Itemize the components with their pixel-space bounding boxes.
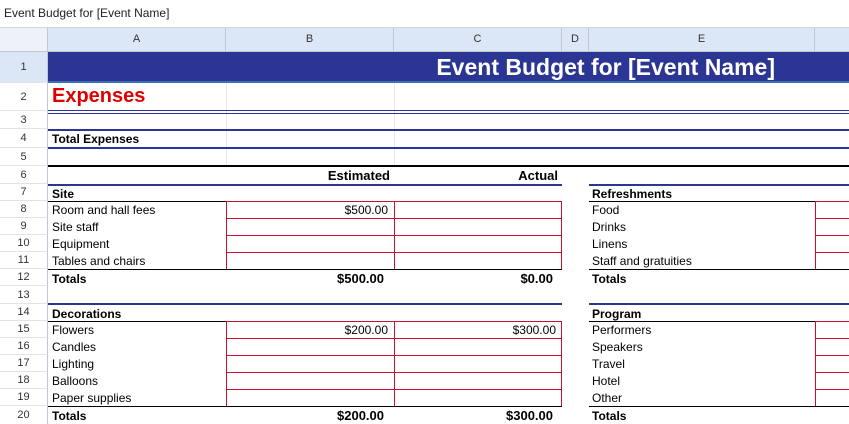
row-header-17[interactable]: 17 (0, 355, 48, 372)
row-header-1[interactable]: 1 (0, 52, 48, 83)
window-title: Event Budget for [Event Name] (4, 6, 170, 20)
cell-border (815, 201, 849, 202)
row-header-18[interactable]: 18 (0, 372, 48, 389)
column-header-d[interactable]: D (562, 28, 589, 52)
refreshments-heading: Refreshments (592, 187, 673, 201)
cell-border (561, 201, 562, 269)
row-header-20[interactable]: 20 (0, 406, 48, 424)
divider (48, 406, 562, 407)
column-header-a[interactable]: A (48, 28, 226, 52)
decorations-totals-label: Totals (52, 409, 87, 423)
row-header-9[interactable]: 9 (0, 218, 48, 235)
row-header-13[interactable]: 13 (0, 286, 48, 304)
column-header-c[interactable]: C (394, 28, 562, 52)
window-title-bar (0, 0, 849, 28)
select-all-corner[interactable] (0, 28, 48, 52)
program-totals-label: Totals (592, 409, 627, 423)
decorations-item-actual[interactable]: $300.00 (512, 323, 556, 337)
row-header-6[interactable]: 6 (0, 166, 48, 184)
divider (589, 321, 849, 322)
refreshments-totals-label: Totals (592, 272, 627, 286)
row-header-3[interactable]: 3 (0, 111, 48, 129)
divider (48, 129, 849, 131)
cell-border (815, 252, 849, 253)
expenses-heading: Expenses (52, 85, 146, 107)
title-banner[interactable] (48, 52, 849, 83)
decorations-item-label[interactable]: Candles (52, 340, 97, 354)
cell-border (815, 218, 849, 219)
decorations-item-label[interactable]: Flowers (52, 323, 95, 337)
divider (589, 269, 849, 270)
divider (589, 406, 849, 407)
site-totals-label: Totals (52, 272, 87, 286)
divider (589, 184, 849, 186)
decorations-totals-actual[interactable]: $300.00 (506, 408, 553, 423)
row-header-4[interactable]: 4 (0, 129, 48, 148)
site-item-label[interactable]: Room and hall fees (52, 203, 156, 217)
program-item-label[interactable]: Speakers (592, 340, 643, 354)
decorations-item-estimated[interactable]: $200.00 (344, 323, 388, 337)
program-item-label[interactable]: Hotel (592, 374, 621, 388)
row-header-5[interactable]: 5 (0, 148, 48, 166)
row-header-19[interactable]: 19 (0, 389, 48, 406)
site-item-label[interactable]: Tables and chairs (52, 254, 146, 268)
cell-border (815, 338, 849, 339)
refreshments-item-label[interactable]: Drinks (592, 220, 627, 234)
program-item-label[interactable]: Performers (592, 323, 652, 337)
row-header-11[interactable]: 11 (0, 252, 48, 269)
cell-border (815, 321, 849, 322)
site-totals-estimated[interactable]: $500.00 (337, 271, 384, 286)
row-header-10[interactable]: 10 (0, 235, 48, 252)
cell-border (815, 355, 849, 356)
column-header-e[interactable]: E (589, 28, 815, 52)
cell-border (815, 372, 849, 373)
site-totals-actual[interactable]: $0.00 (520, 271, 553, 286)
cell-border (561, 321, 562, 406)
row-header-8[interactable]: 8 (0, 201, 48, 218)
refreshments-item-label[interactable]: Food (592, 203, 620, 217)
divider (48, 184, 562, 186)
column-header-f[interactable] (815, 28, 849, 52)
decorations-item-label[interactable]: Lighting (52, 357, 95, 371)
decorations-heading: Decorations (52, 307, 122, 321)
divider (48, 269, 562, 270)
decorations-totals-estimated[interactable]: $200.00 (337, 408, 384, 423)
program-heading: Program (592, 307, 642, 321)
decorations-item-label[interactable]: Paper supplies (52, 391, 132, 405)
site-item-estimated[interactable]: $500.00 (344, 203, 388, 217)
divider (589, 201, 849, 202)
divider (589, 303, 849, 305)
divider (48, 147, 849, 149)
site-heading: Site (52, 187, 75, 201)
row-header-16[interactable]: 16 (0, 338, 48, 355)
cell-border (394, 201, 395, 269)
gridline (394, 83, 395, 167)
row-header-2[interactable]: 2 (0, 83, 48, 111)
row-header-12[interactable]: 12 (0, 269, 48, 286)
program-item-label[interactable]: Other (592, 391, 623, 405)
banner-title: Event Budget for [Event Name] (436, 54, 775, 80)
divider (48, 110, 849, 111)
decorations-item-label[interactable]: Balloons (52, 374, 99, 388)
row-header-7[interactable]: 7 (0, 184, 48, 201)
row-header-15[interactable]: 15 (0, 321, 48, 338)
cell-border (815, 389, 849, 390)
cell-border (815, 235, 849, 236)
gridline (226, 83, 227, 167)
actual-column-header: Actual (518, 168, 558, 183)
refreshments-item-label[interactable]: Staff and gratuities (592, 254, 692, 268)
divider (48, 303, 562, 305)
estimated-column-header: Estimated (327, 168, 390, 183)
site-item-label[interactable]: Equipment (52, 237, 110, 251)
divider (48, 165, 849, 167)
site-item-label[interactable]: Site staff (52, 220, 99, 234)
refreshments-item-label[interactable]: Linens (592, 237, 628, 251)
column-header-b[interactable]: B (226, 28, 394, 52)
cell-border (815, 321, 816, 406)
row-header-14[interactable]: 14 (0, 304, 48, 321)
total-expenses-label: Total Expenses (52, 132, 140, 146)
cell-border (815, 201, 816, 269)
program-item-label[interactable]: Travel (592, 357, 625, 371)
divider (48, 113, 849, 114)
